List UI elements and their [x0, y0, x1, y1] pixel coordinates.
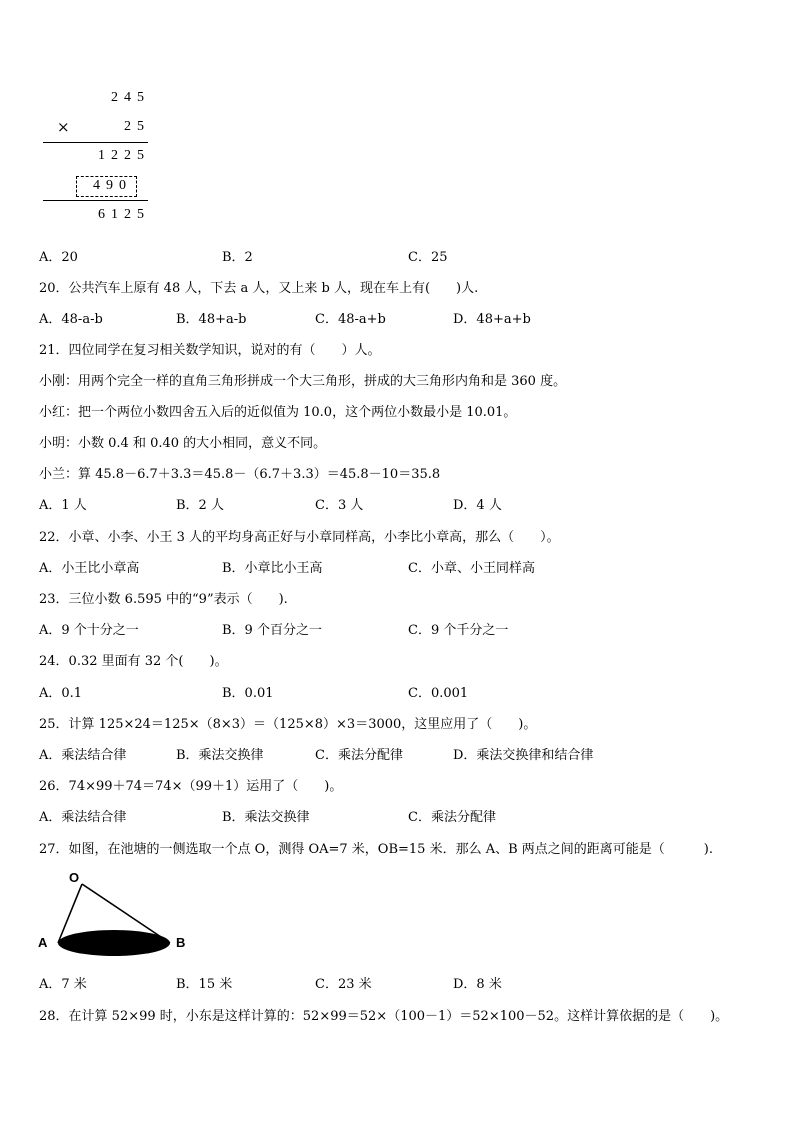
- q23-stem: 23．三位小数 6.595 中的“9”表示（ ).: [39, 592, 288, 607]
- q19-option-a: A．20: [39, 250, 78, 265]
- calc-multiplier: 25: [124, 119, 150, 134]
- point-a-label: A: [38, 935, 48, 950]
- q25-option-a: A．乘法结合律: [39, 748, 127, 763]
- q25-option-d: D．乘法交换律和结合律: [453, 748, 594, 763]
- q26-option-b: B．乘法交换律: [222, 810, 310, 825]
- calc-line-1: [43, 142, 148, 143]
- calc-line-2: [43, 200, 148, 201]
- calc-partial-2: 490: [93, 178, 132, 193]
- point-o-label: O: [69, 870, 80, 885]
- pond-figure: [30, 868, 200, 958]
- q20-stem: 20．公共汽车上原有 48 人，下去 a 人，又上来 b 人，现在车上有( )人.: [39, 281, 479, 296]
- q21-option-b: B．2 人: [176, 498, 224, 513]
- q20-option-d: D．48+a+b: [453, 312, 531, 327]
- q22-option-a: A．小王比小章高: [39, 561, 140, 576]
- q19-option-b: B．2: [222, 250, 253, 265]
- q21-statement-xiaoming: 小明：小数 0.4 和 0.40 的大小相同，意义不同。: [39, 436, 327, 451]
- q24-stem: 24．0.32 里面有 32 个( )。: [39, 654, 228, 669]
- q26-option-a: A．乘法结合律: [39, 810, 127, 825]
- q27-option-d: D．8 米: [453, 977, 502, 992]
- calc-multiplicand: 245: [111, 90, 150, 105]
- q21-statement-xiaogang: 小刚：用两个完全一样的直角三角形拼成一个大三角形，拼成的大三角形内角和是 360 度。: [39, 374, 567, 389]
- q23-option-a: A．9 个十分之一: [39, 623, 139, 638]
- q26-stem: 26．74×99＋74＝74×（99＋1）运用了（ )。: [39, 779, 343, 794]
- q27-stem: 27．如图，在池塘的一侧选取一个点 O，测得 OA=7 米，OB=15 米．那么 A、B 两点之间的距离可能是（ ).: [39, 842, 713, 857]
- pond-shape: [58, 930, 170, 956]
- q21-stem: 21．四位同学在复习相关数学知识，说对的有（ ）人。: [39, 343, 381, 358]
- calc-times-sign: ×: [57, 118, 70, 136]
- q24-option-c: C．0.001: [408, 686, 469, 701]
- calc-product: 6125: [98, 207, 150, 222]
- q27-option-a: A．7 米: [39, 977, 87, 992]
- q21-option-d: D．4 人: [453, 498, 502, 513]
- q24-option-a: A．0.1: [39, 686, 83, 701]
- q21-statement-xiaohong: 小红：把一个两位小数四舍五入后的近似值为 10.0，这个两位小数最小是 10.01。: [39, 405, 517, 420]
- q21-option-c: C．3 人: [315, 498, 364, 513]
- q24-option-b: B．0.01: [222, 686, 274, 701]
- q21-statement-xiaolan: 小兰：算 45.8－6.7＋3.3＝45.8－（6.7＋3.3）＝45.8－10＝35.8: [39, 467, 441, 482]
- q19-option-c: C．25: [408, 250, 448, 265]
- q20-option-b: B．48+a-b: [176, 312, 247, 327]
- point-b-label: B: [176, 935, 186, 950]
- pond-diagram: [30, 868, 200, 958]
- q20-option-a: A．48-a-b: [39, 312, 103, 327]
- calc-partial-1: 1225: [98, 148, 150, 163]
- q22-option-c: C．小章、小王同样高: [408, 561, 535, 576]
- q27-option-c: C．23 米: [315, 977, 372, 992]
- q26-option-c: C．乘法分配律: [408, 810, 496, 825]
- q25-option-b: B．乘法交换律: [176, 748, 264, 763]
- q21-option-a: A．1 人: [39, 498, 87, 513]
- q22-option-b: B．小章比小王高: [222, 561, 323, 576]
- q25-option-c: C．乘法分配律: [315, 748, 403, 763]
- q25-stem: 25．计算 125×24＝125×（8×3）＝（125×8）×3＝3000，这里应用了（ )。: [39, 717, 537, 732]
- q20-option-c: C．48-a+b: [315, 312, 386, 327]
- q28-stem: 28．在计算 52×99 时，小东是这样计算的：52×99＝52×（100－1）＝52×100－52。这样计算依据的是（ )。: [39, 1009, 729, 1024]
- q23-option-b: B．9 个百分之一: [222, 623, 322, 638]
- q23-option-c: C．9 个千分之一: [408, 623, 509, 638]
- q22-stem: 22．小章、小李、小王 3 人的平均身高正好与小章同样高，小李比小章高，那么（ ）。: [39, 530, 560, 545]
- q27-option-b: B．15 米: [176, 977, 233, 992]
